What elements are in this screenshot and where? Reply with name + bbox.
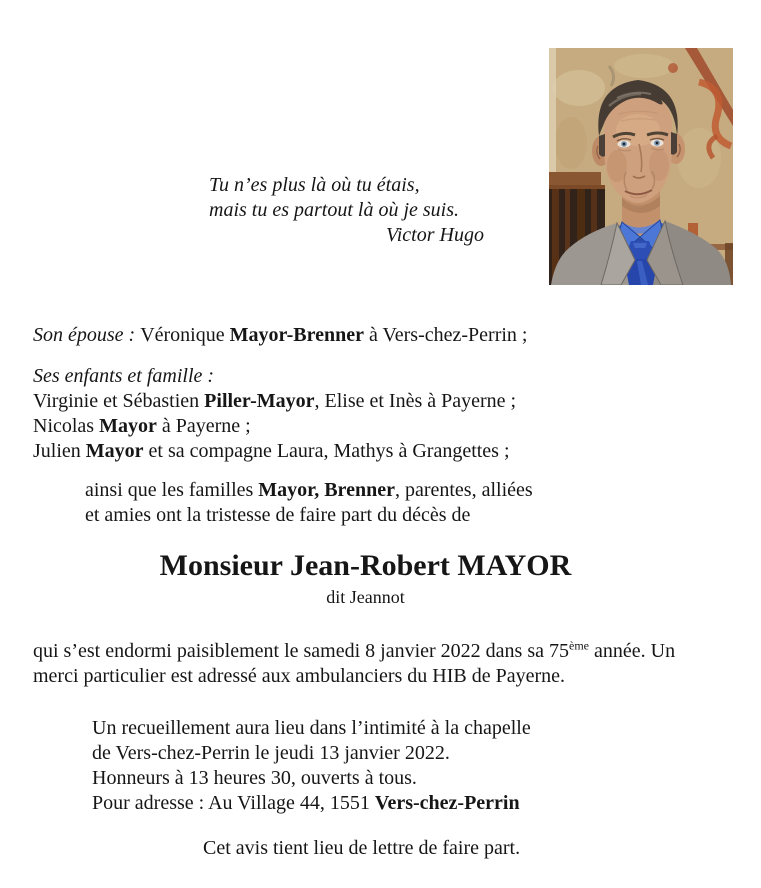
memorial-quote xyxy=(209,173,484,248)
quote-attribution: Victor Hugo xyxy=(386,224,484,246)
families-line: et amies ont la tristesse de faire part du décès de xyxy=(85,504,471,526)
portrait-photo xyxy=(549,48,733,285)
spouse-surname: Mayor-Brenner xyxy=(229,324,365,346)
deceased-nickname: dit Jeannot xyxy=(326,587,405,607)
children-block xyxy=(33,364,516,464)
child-line: Nicolas Mayor à Payerne ; xyxy=(33,415,251,437)
closing-notice: Cet avis tient lieu de lettre de faire part. xyxy=(203,837,521,859)
notice-line: qui s’est endormi paisiblement le samedi 8 janvier 2022 dans sa 75ème année. Un xyxy=(33,638,676,662)
deceased-name: Monsieur Jean-Robert MAYOR xyxy=(159,549,572,582)
ceremony-line: Un recueillement aura lieu dans l’intimité à la chapelle xyxy=(92,717,531,739)
ceremony-address-line: Pour adresse : Au Village 44, 1551 Vers-chez-Perrin xyxy=(92,792,520,814)
children-heading: Ses enfants et famille : xyxy=(33,365,215,387)
quote-line: mais tu es partout là où je suis. xyxy=(209,199,460,221)
ceremony-line: Honneurs à 13 heures 30, ouverts à tous. xyxy=(92,767,417,789)
notice-line: merci particulier est adressé aux ambulanciers du HIB de Payerne. xyxy=(33,665,566,687)
death-notice xyxy=(33,639,733,689)
spouse-label: Son épouse : xyxy=(33,324,141,346)
child-line: Julien Mayor et sa compagne Laura, Mathys à Grangettes ; xyxy=(33,440,510,462)
spouse-line: Son épouse : Véronique Mayor-Brenner à Vers-chez-Perrin ; xyxy=(33,324,528,346)
ceremony-line: de Vers-chez-Perrin le jeudi 13 janvier 2022. xyxy=(92,742,450,764)
families-block xyxy=(85,478,533,528)
families-line: ainsi que les familles Mayor, Brenner, parentes, alliées xyxy=(85,479,533,501)
ceremony-block xyxy=(92,716,531,816)
ceremony-address-bold: Vers-chez-Perrin xyxy=(374,792,520,814)
quote-line: Tu n’es plus là où tu étais, xyxy=(209,174,420,196)
child-line: Virginie et Sébastien Piller-Mayor, Elise et Inès à Payerne ; xyxy=(33,390,517,412)
ordinal-superscript: ème xyxy=(569,638,589,653)
title-block xyxy=(0,549,731,608)
